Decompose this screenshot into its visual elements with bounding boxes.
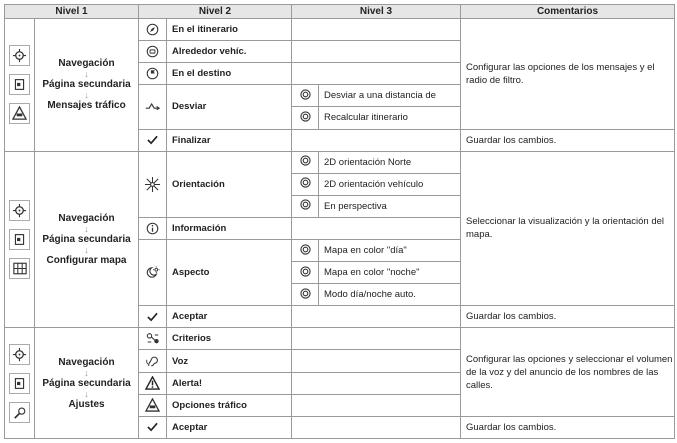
level1-item: Configurar mapa (46, 255, 127, 266)
header-nivel1: Nivel 1 (5, 5, 139, 19)
navigation-dial-icon (9, 344, 30, 365)
level1-item: Página secundaria (42, 79, 131, 91)
header-nivel3: Nivel 3 (292, 5, 461, 19)
down-arrow-icon: ↓ (84, 245, 89, 255)
level2-item: Desviar (167, 85, 292, 129)
level3-empty (292, 129, 461, 151)
info-icon (139, 217, 167, 239)
radio-icon[interactable] (292, 262, 319, 284)
section1-level1-icons (5, 19, 35, 152)
navigation-dial-icon (9, 45, 30, 66)
level2-item: Criterios (167, 328, 292, 350)
level3-empty (292, 416, 461, 438)
level2-item: Alerta! (167, 372, 292, 394)
secondary-page-icon (9, 373, 30, 394)
map-grid-icon (9, 258, 30, 279)
radio-icon[interactable] (292, 107, 319, 129)
level3-empty (292, 328, 461, 350)
level2-item: Información (167, 217, 292, 239)
level3-item: En perspectiva (319, 195, 461, 217)
level3-empty (292, 41, 461, 63)
check-icon (139, 416, 167, 438)
settings-wrench-icon (9, 402, 30, 423)
radio-icon[interactable] (292, 173, 319, 195)
section1-level1 (35, 19, 139, 152)
level3-item: Desviar a una distancia de (319, 85, 461, 107)
route-compass-icon (139, 19, 167, 41)
destination-flag-icon (139, 63, 167, 85)
radio-icon[interactable] (292, 195, 319, 217)
level3-item: Modo día/noche auto. (319, 284, 461, 306)
compass-star-icon (139, 151, 167, 217)
level3-empty (292, 350, 461, 372)
criteria-icon (139, 328, 167, 350)
radio-icon[interactable] (292, 151, 319, 173)
radio-icon[interactable] (292, 284, 319, 306)
navigation-dial-icon (9, 200, 30, 221)
section1-comment-last: Guardar los cambios. (461, 129, 675, 151)
level2-item: Finalizar (167, 129, 292, 151)
header-comentarios: Comentarios (461, 5, 675, 19)
level3-empty (292, 19, 461, 41)
level3-item: 2D orientación vehículo (319, 173, 461, 195)
section2-comment: Seleccionar la visualización y la orientación del mapa. (461, 151, 675, 306)
level2-item: Aceptar (167, 416, 292, 438)
voice-icon (139, 350, 167, 372)
level3-empty (292, 372, 461, 394)
secondary-page-icon (9, 74, 30, 95)
level2-item: Orientación (167, 151, 292, 217)
level1-item: Página secundaria (42, 234, 131, 245)
level2-item: En el itinerario (167, 19, 292, 41)
level3-item: Mapa en color "noche" (319, 262, 461, 284)
section3-level1-icons (5, 328, 35, 439)
check-icon (139, 129, 167, 151)
down-arrow-icon: ↓ (84, 69, 89, 80)
section2-level1-icons (5, 151, 35, 328)
level1-item: Navegación (58, 58, 115, 70)
level3-empty (292, 306, 461, 328)
level3-item: Recalcular itinerario (319, 107, 461, 129)
down-arrow-icon: ↓ (84, 367, 89, 378)
section1-comment: Configurar las opciones de los mensajes y el radio de filtro. (461, 19, 675, 129)
level2-item: Aspecto (167, 240, 292, 306)
level1-item: Mensajes tráfico (47, 100, 126, 112)
level2-item: Aceptar (167, 306, 292, 328)
traffic-warning-icon (139, 394, 167, 416)
level3-empty (292, 63, 461, 85)
section2-comment-last: Guardar los cambios. (461, 306, 675, 328)
level2-item: Opciones tráfico (167, 394, 292, 416)
header-row (5, 5, 675, 19)
down-arrow-icon: ↓ (84, 224, 89, 234)
level3-item: 2D orientación Norte (319, 151, 461, 173)
level1-item: Navegación (58, 213, 115, 224)
level1-item: Página secundaria (42, 377, 131, 389)
secondary-page-icon (9, 229, 30, 250)
check-icon (139, 306, 167, 328)
radio-icon[interactable] (292, 240, 319, 262)
level2-item: En el destino (167, 63, 292, 85)
down-arrow-icon: ↓ (84, 90, 89, 101)
level2-item: Alrededor vehíc. (167, 41, 292, 63)
menu-table (4, 4, 675, 439)
section3-comment-last: Guardar los cambios. (461, 416, 675, 438)
vehicle-around-icon (139, 41, 167, 63)
level2-item: Voz (167, 350, 292, 372)
level1-item: Ajustes (68, 398, 105, 410)
detour-icon (139, 85, 167, 129)
down-arrow-icon: ↓ (84, 388, 89, 399)
warning-triangle-icon (139, 372, 167, 394)
header-nivel2: Nivel 2 (139, 5, 292, 19)
radio-icon[interactable] (292, 85, 319, 107)
traffic-warning-icon (9, 103, 30, 124)
day-night-icon (139, 240, 167, 306)
level3-empty (292, 394, 461, 416)
level3-empty (292, 217, 461, 239)
section3-level1 (35, 328, 139, 439)
section2-level1 (35, 151, 139, 328)
section3-comment: Configurar las opciones y seleccionar el volumen de la voz y del anuncio de los nombres de las calles. (461, 328, 675, 416)
level1-item: Navegación (58, 356, 115, 368)
level3-item: Mapa en color "día" (319, 240, 461, 262)
